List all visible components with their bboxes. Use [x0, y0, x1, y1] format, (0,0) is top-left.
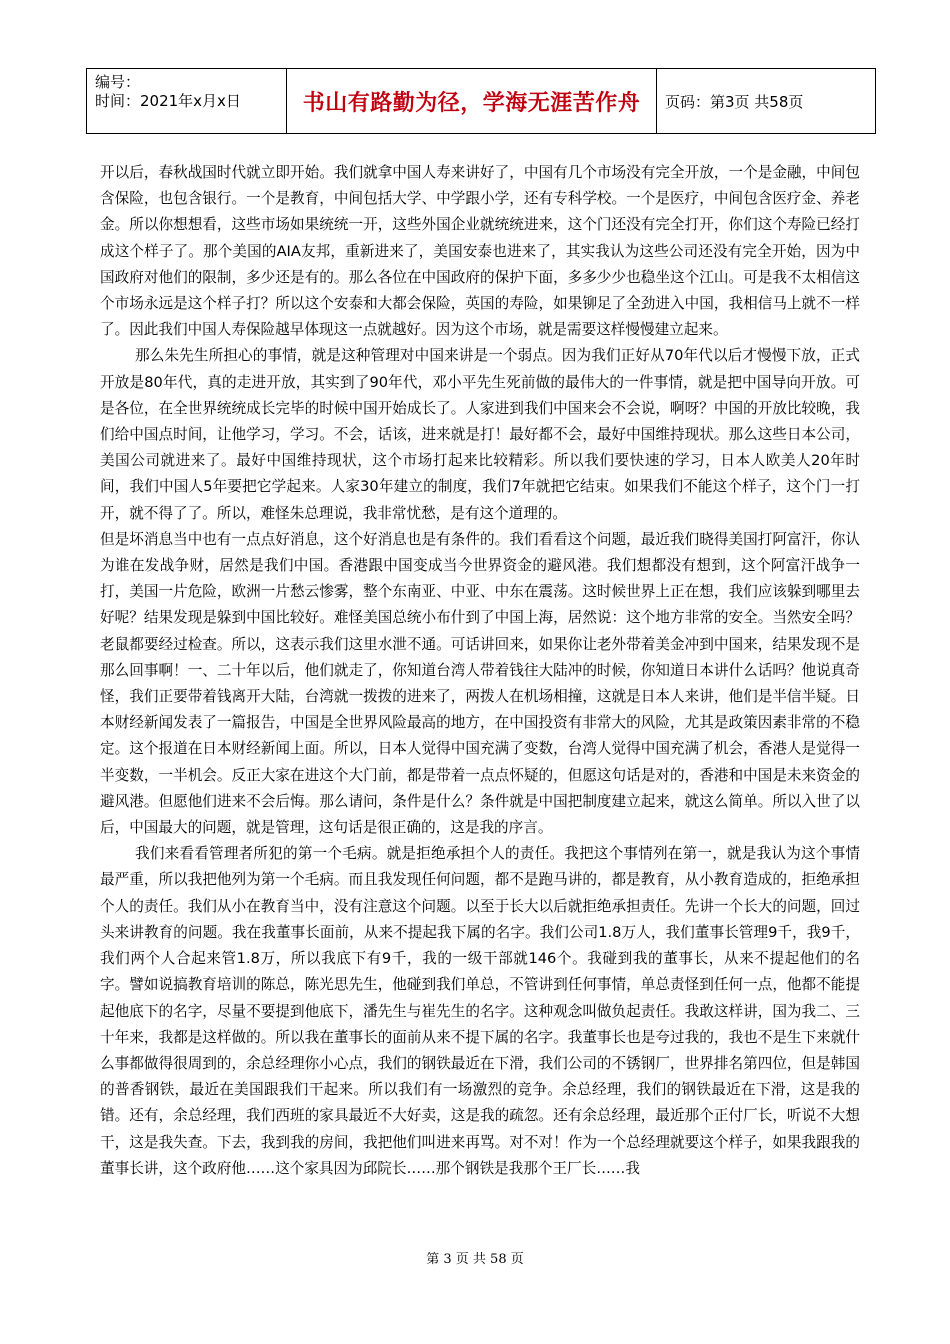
- number-label: 编号：: [95, 73, 141, 91]
- paragraph-1: 开以后，春秋战国时代就立即开始。我们就拿中国人寿来讲好了，中国有几个市场没有完全开放，一个是金融，中间包含保险，也包含银行。一个是教育，中间包括大学、中学跟小学，还有专科学校。一个是医疗，中间包含医疗金、养老金。所以你想想看，这些市场如果统统一开，这些外国企业就统统进来，这个门还没有完全打开，你们这个寿险已经打成这个样子了。那个美国的AIA友邦，重新进来了，美国安泰也进来了，其实我认为这些公司还没有完全开始，因为中国政府对他们的限制，多少还是有的。那么各位在中国政府的保护下面，多多少少也稳坐这个江山。可是我不太相信这个市场永远是这个样子打？所以这个安泰和大都会保险，英国的寿险，如果铆足了全劲进入中国，我相信马上就不一样了。因此我们中国人寿保险越早体现这一点就越好。因为这个市场，就是需要这样慢慢建立起来。: [100, 164, 860, 339]
- header-meta: [87, 69, 287, 133]
- document-body: [100, 160, 860, 1182]
- paragraph-2: 那么朱先生所担心的事情，就是这种管理对中国来讲是一个弱点。因为我们正好从70年代以后才慢慢下放，正式开放是80年代，真的走进开放，其实到了90年代，邓小平先生死前做的最伟大的一件事情，就是把中国导向开放。可是各位，在全世界统统成长完毕的时候中国开始成长了。人家进到我们中国来会不会说，啊呀？中国的开放比较晚，我们给中国点时间，让他学习，学习。不会，话该，进来就是打！最好都不会，最好中国维持现状。那么这些日本公司，美国公司就进来了。最好中国维持现状，这个市场打起来比较精彩。所以我们要快速的学习，日本人欧美人20年时间，我们中国人5年要把它学起来。人家30年建立的制度，我们7年就把它结束。如果我们不能这个样子，这个门一打开，就不得了了。所以，难怪朱总理说，我非常忧愁，是有这个道理的。: [100, 347, 860, 522]
- page-header: [86, 68, 876, 134]
- paragraph-3: 但是坏消息当中也有一点点好消息，这个好消息也是有条件的。我们看看这个问题，最近我们晓得美国打阿富汗，你认为谁在发战争财，居然是我们中国。香港跟中国变成当今世界资金的避风港。我们想都没有想到，这个阿富汗战争一打，美国一片危险，欧洲一片愁云惨雾，整个东南亚、中亚、中东在震荡。这时候世界上正在想，我们应该躲到哪里去好呢？结果发现是躲到中国比较好。难怪美国总统小布什到了中国上海，居然说：这个地方非常的安全。当然安全吗？老鼠都要经过检查。所以，这表示我们这里水泄不通。可话讲回来，如果你让老外带着美金冲到中国来，结果发现不是那么回事啊！一、二十年以后，他们就走了，你知道台湾人带着钱往大陆冲的时候，你知道日本讲什么话吗？他说真奇怪，我们正要带着钱离开大陆，台湾就一拨拨的进来了，两拨人在机场相撞，这就是日本人来讲，他们是半信半疑。日本财经新闻发表了一篇报告，中国是全世界风险最高的地方，在中国投资有非常大的风险，尤其是政策因素非常的不稳定。这个报道在日本财经新闻上面。所以，日本人觉得中国充满了变数，台湾人觉得中国充满了机会，香港人是觉得一半变数，一半机会。反正大家在进这个大门前，都是带着一点点怀疑的，但愿这句话是对的，香港和中国是未来资金的避风港。但愿他们进来不会后悔。那么请问，条件是什么？条件就是中国把制度建立起来，就这么简单。所以入世了以后，中国最大的问题，就是管理，这句话是很正确的，这是我的序言。: [100, 530, 860, 837]
- paragraph-4: 我们来看看管理者所犯的第一个毛病。就是拒绝承担个人的责任。我把这个事情列在第一，就是我认为这个事情最严重，所以我把他列为第一个毛病。而且我发现任何问题，都不是跑马讲的，都是教育，从小教育造成的，拒绝承担个人的责任。我们从小在教育当中，没有注意这个问题。以至于长大以后就拒绝承担责任。先讲一个长大的问题，回过头来讲教育的问题。我在我董事长面前，从来不提起我下属的名字。我们公司1.8万人，我们董事长管理9千，我9千，我们两个人合起来管1.8万，所以我底下有9千，我的一级干部就146个。我碰到我的董事长，从来不提起他们的名字。譬如说搞教育培训的陈总，陈光思先生，他碰到我们单总，不管讲到任何事情，单总责怪到任何一点，他都不能提起他底下的名字，尽量不要提到他底下，潘先生与崔先生的名字。这种观念叫做负起责任。我敢这样讲，国为我二、三十年来，我都是这样做的。所以我在董事长的面前从来不提下属的名字。我董事长也是夸过我的，我也不是生下来就什么事都做得很周到的，余总经理你小心点，我们的钢铁最近在下滑，我们公司的不锈钢厂，世界排名第四位，但是韩国的普香钢铁，最近在美国跟我们干起来。所以我们有一场激烈的竞争。余总经理，我们的钢铁最近在下滑，这是我的错。还有，余总经理，我们西班的家具最近不大好卖，这是我的疏忽。还有余总经理，最近那个正付厂长，听说不大想干，这是我失查。下去，我到我的房间，我把他们叫进来再骂。对不对！作为一个总经理就要这个样子，如果我跟我的董事长讲，这个政府他……这个家具因为邱院长……那个钢铁是我那个王厂长……我: [100, 845, 860, 1177]
- page-footer: 第 3 页 共 58 页: [426, 1252, 524, 1267]
- time-label: 时间：2021年x月x日: [95, 92, 241, 110]
- header-page-label: 页码：第3页 共58页: [665, 92, 804, 111]
- header-motto: 书山有路勤为径，学海无涯苦作舟: [287, 69, 657, 133]
